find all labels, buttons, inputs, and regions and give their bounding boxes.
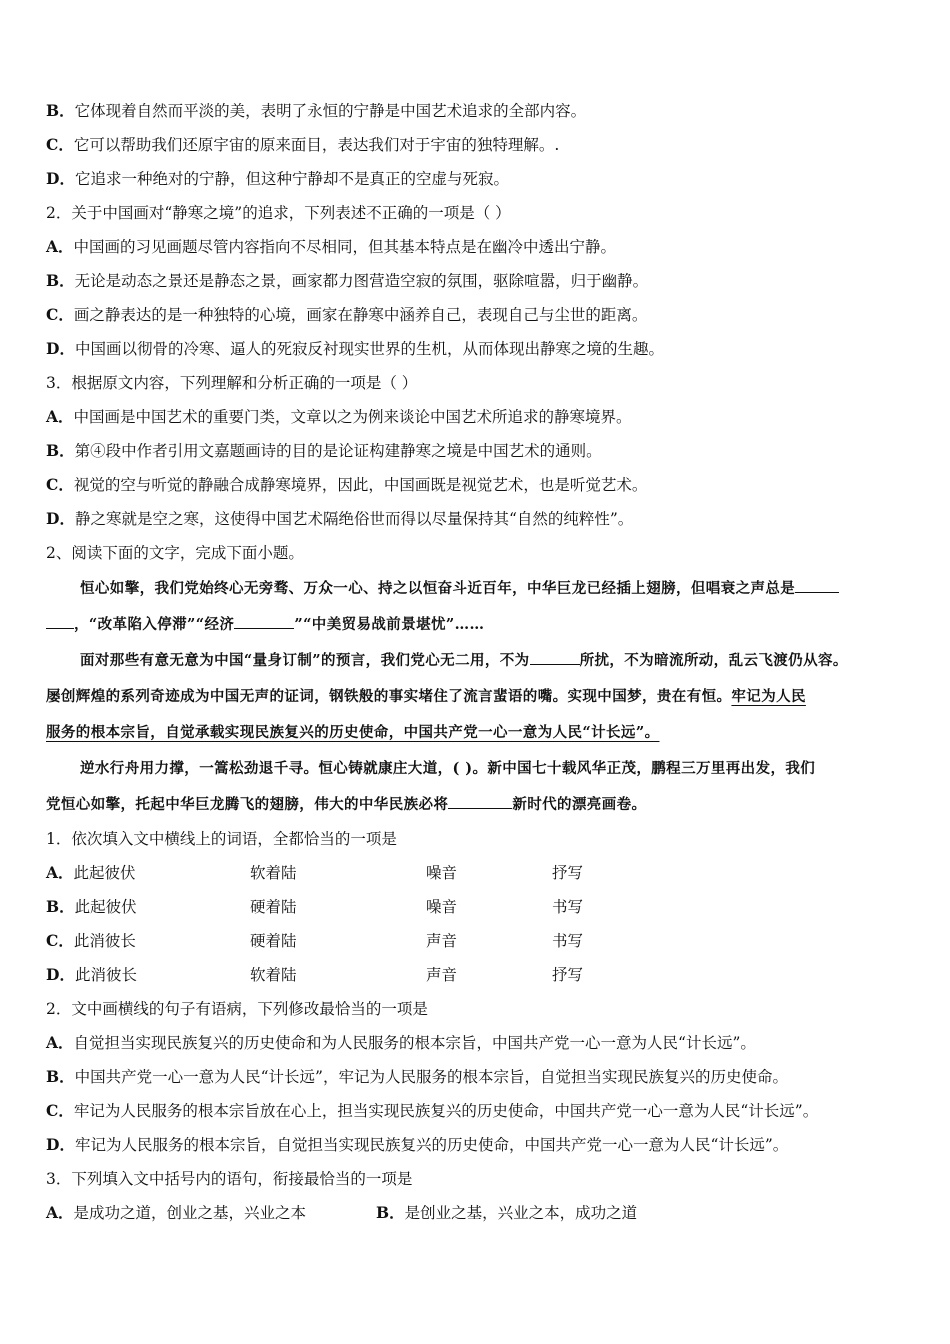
passage-line xyxy=(46,722,659,744)
passage-line xyxy=(80,578,839,600)
option-d xyxy=(46,1134,788,1156)
option-letter: D． xyxy=(46,339,75,358)
option-word: 噪音 xyxy=(426,898,458,916)
option-word: 噪音 xyxy=(426,864,458,882)
option-row xyxy=(46,862,746,884)
option-text: 它可以帮助我们还原宇宙的原来面目，表达我们对于宇宙的独特理解。. xyxy=(73,136,560,154)
option-letter: A． xyxy=(46,863,74,882)
option-letter: D． xyxy=(46,1135,75,1154)
option-text: 中国画的习见画题尽管内容指向不尽相同，但其基本特点是在幽冷中透出宁静。 xyxy=(73,238,617,256)
option-d-prev xyxy=(46,168,509,190)
option-text: 中国共产党一心一意为人民“计长远”，牢记为人民服务的根本宗旨，自觉担当实现民族复兴的历史使命。 xyxy=(74,1068,788,1086)
question-stem: 3．根据原文内容，下列理解和分析正确的一项是（ ） xyxy=(46,374,418,392)
blank-line xyxy=(530,650,580,665)
option-letter: B． xyxy=(46,897,75,916)
passage-text: ，“改革陷入停滞”“经济 xyxy=(74,616,235,633)
option-c xyxy=(46,1100,818,1122)
option-letter: D． xyxy=(46,169,75,188)
passage-text: 恒心如擎，我们党始终心无旁骛、万众一心、持之以恒奋斗近百年，中华巨龙已经插上翅膀，但唱衰之声总是 xyxy=(80,580,796,597)
option-text: 视觉的空与听觉的静融合成静寒境界，因此，中国画既是视觉艺术，也是听觉艺术。 xyxy=(73,476,648,494)
option-letter: D． xyxy=(46,509,75,528)
option-word: 抒写 xyxy=(552,966,584,984)
option-a xyxy=(46,1032,756,1054)
question-stem: 2．文中画横线的句子有语病，下列修改最恰当的一项是 xyxy=(46,1000,428,1018)
option-a xyxy=(46,406,632,428)
blank-line xyxy=(448,794,512,809)
passage-line xyxy=(46,794,646,816)
option-letter: C． xyxy=(46,305,74,324)
passage-text: 新时代的漂亮画卷。 xyxy=(512,796,647,813)
option-text: 自觉担当实现民族复兴的历史使命和为人民服务的根本宗旨，中国共产党一心一意为人民“计长远”。 xyxy=(73,1034,756,1052)
option-letter: C． xyxy=(46,931,74,950)
option-text: 无论是动态之景还是静态之景，画家都力图营造空寂的氛围，驱除喧嚣，归于幽静。 xyxy=(74,272,649,290)
option-d xyxy=(46,338,664,360)
section-heading: 2、阅读下面的文字，完成下面小题。 xyxy=(46,544,304,562)
underlined-sentence: 服务的根本宗旨，自觉承载实现民族复兴的历史使命，中国共产党一心一意为人民“计长远”。 xyxy=(46,724,660,741)
option-word: 声音 xyxy=(426,932,458,950)
option-letter: B． xyxy=(46,271,75,290)
option-row xyxy=(46,896,746,918)
option-text: 牢记为人民服务的根本宗旨放在心上，担当实现民族复兴的历史使命，中国共产党一心一意为人民“计长远”。 xyxy=(73,1102,819,1120)
option-text: 画之静表达的是一种独特的心境，画家在静寒中涵养自己，表现自己与尘世的距离。 xyxy=(73,306,648,324)
passage-text: 面对那些有意无意为中国“量身订制”的预言，我们党心无二用，不为 xyxy=(80,652,530,669)
option-word: 书写 xyxy=(552,898,584,916)
option-word: 此起彼伏 xyxy=(73,864,136,882)
option-word: 书写 xyxy=(552,932,584,950)
option-a xyxy=(46,236,616,258)
option-letter: C． xyxy=(46,135,74,154)
option-c-prev xyxy=(46,134,559,156)
option-b-prev xyxy=(46,100,586,122)
option-b xyxy=(46,440,602,462)
option-letter: A． xyxy=(46,237,74,256)
option-text: 静之寒就是空之寒，这使得中国艺术隔绝俗世而得以尽量保持其“自然的纯粹性”。 xyxy=(74,510,634,528)
option-text: 它追求一种绝对的宁静，但这种宁静却不是真正的空虚与死寂。 xyxy=(74,170,509,188)
question-stem: 1．依次填入文中横线上的词语，全都恰当的一项是 xyxy=(46,830,397,848)
option-text: 第④段中作者引用文嘉题画诗的目的是论证构建静寒之境是中国艺术的通则。 xyxy=(74,442,602,460)
option-text: 牢记为人民服务的根本宗旨，自觉担当实现民族复兴的历史使命，中国共产党一心一意为人民“计长远”。 xyxy=(74,1136,789,1154)
blank-line xyxy=(46,614,74,629)
option-word: 软着陆 xyxy=(250,864,297,882)
option-row xyxy=(46,1202,746,1224)
passage-text: 屡创辉煌的系列奇迹成为中国无声的证词，钢铁般的事实堵住了流言蜚语的嘴。实现中国梦，贵在有恒。 xyxy=(46,688,732,705)
option-text: 是成功之道，创业之基，兴业之本 xyxy=(73,1204,307,1222)
option-word: 硬着陆 xyxy=(250,898,297,916)
option-word: 硬着陆 xyxy=(250,932,297,950)
passage-line xyxy=(46,614,484,636)
option-letter: C． xyxy=(46,1101,74,1120)
option-row xyxy=(46,930,746,952)
option-letter: A． xyxy=(46,1033,74,1052)
option-letter: D． xyxy=(46,965,75,984)
option-letter: B． xyxy=(46,101,75,120)
option-letter: A． xyxy=(46,407,74,426)
option-text: 中国画是中国艺术的重要门类，文章以之为例来谈论中国艺术所追求的静寒境界。 xyxy=(73,408,632,426)
option-word: 此消彼长 xyxy=(73,932,136,950)
blank-line xyxy=(234,614,294,629)
option-text: 它体现着自然而平淡的美，表明了永恒的宁静是中国艺术追求的全部内容。 xyxy=(74,102,587,120)
option-letter: C． xyxy=(46,475,74,494)
option-word: 声音 xyxy=(426,966,458,984)
option-text: 是创业之基，兴业之本，成功之道 xyxy=(404,1204,638,1222)
option-letter: B． xyxy=(46,1067,75,1086)
option-word: 此消彼长 xyxy=(74,966,137,984)
option-b xyxy=(46,1066,788,1088)
option-text: 中国画以彻骨的冷寒、逼人的死寂反衬现实世界的生机，从而体现出静寒之境的生趣。 xyxy=(74,340,664,358)
option-b xyxy=(46,270,648,292)
passage-line: 逆水行舟用力撑，一篙松劲退千寻。恒心铸就康庄大道，( )。新中国七十载风华正茂，鹏程三万里再出发，我们 xyxy=(80,760,816,777)
question-stem: 2．关于中国画对“静寒之境”的追求，下列表述不正确的一项是（ ） xyxy=(46,204,511,222)
passage-text: ”“中美贸易战前景堪忧”…… xyxy=(294,616,485,633)
option-word: 软着陆 xyxy=(250,966,297,984)
question-stem: 3．下列填入文中括号内的语句，衔接最恰当的一项是 xyxy=(46,1170,413,1188)
option-d xyxy=(46,508,633,530)
blank-line xyxy=(795,578,839,593)
option-word: 抒写 xyxy=(552,864,584,882)
passage-line xyxy=(46,686,806,708)
option-word: 此起彼伏 xyxy=(74,898,137,916)
passage-text: 所扰，不为暗流所动，乱云飞渡仍从容。 xyxy=(579,652,848,669)
option-letter: A． xyxy=(46,1203,74,1222)
option-c xyxy=(46,474,647,496)
option-c xyxy=(46,304,647,326)
option-row xyxy=(46,964,746,986)
passage-line xyxy=(80,650,848,672)
option-letter: B． xyxy=(46,441,75,460)
option-letter: B． xyxy=(376,1203,405,1222)
underlined-sentence: 牢记为人民 xyxy=(731,688,806,705)
passage-text: 党恒心如擎，托起中华巨龙腾飞的翅膀，伟大的中华民族必将 xyxy=(46,796,449,813)
